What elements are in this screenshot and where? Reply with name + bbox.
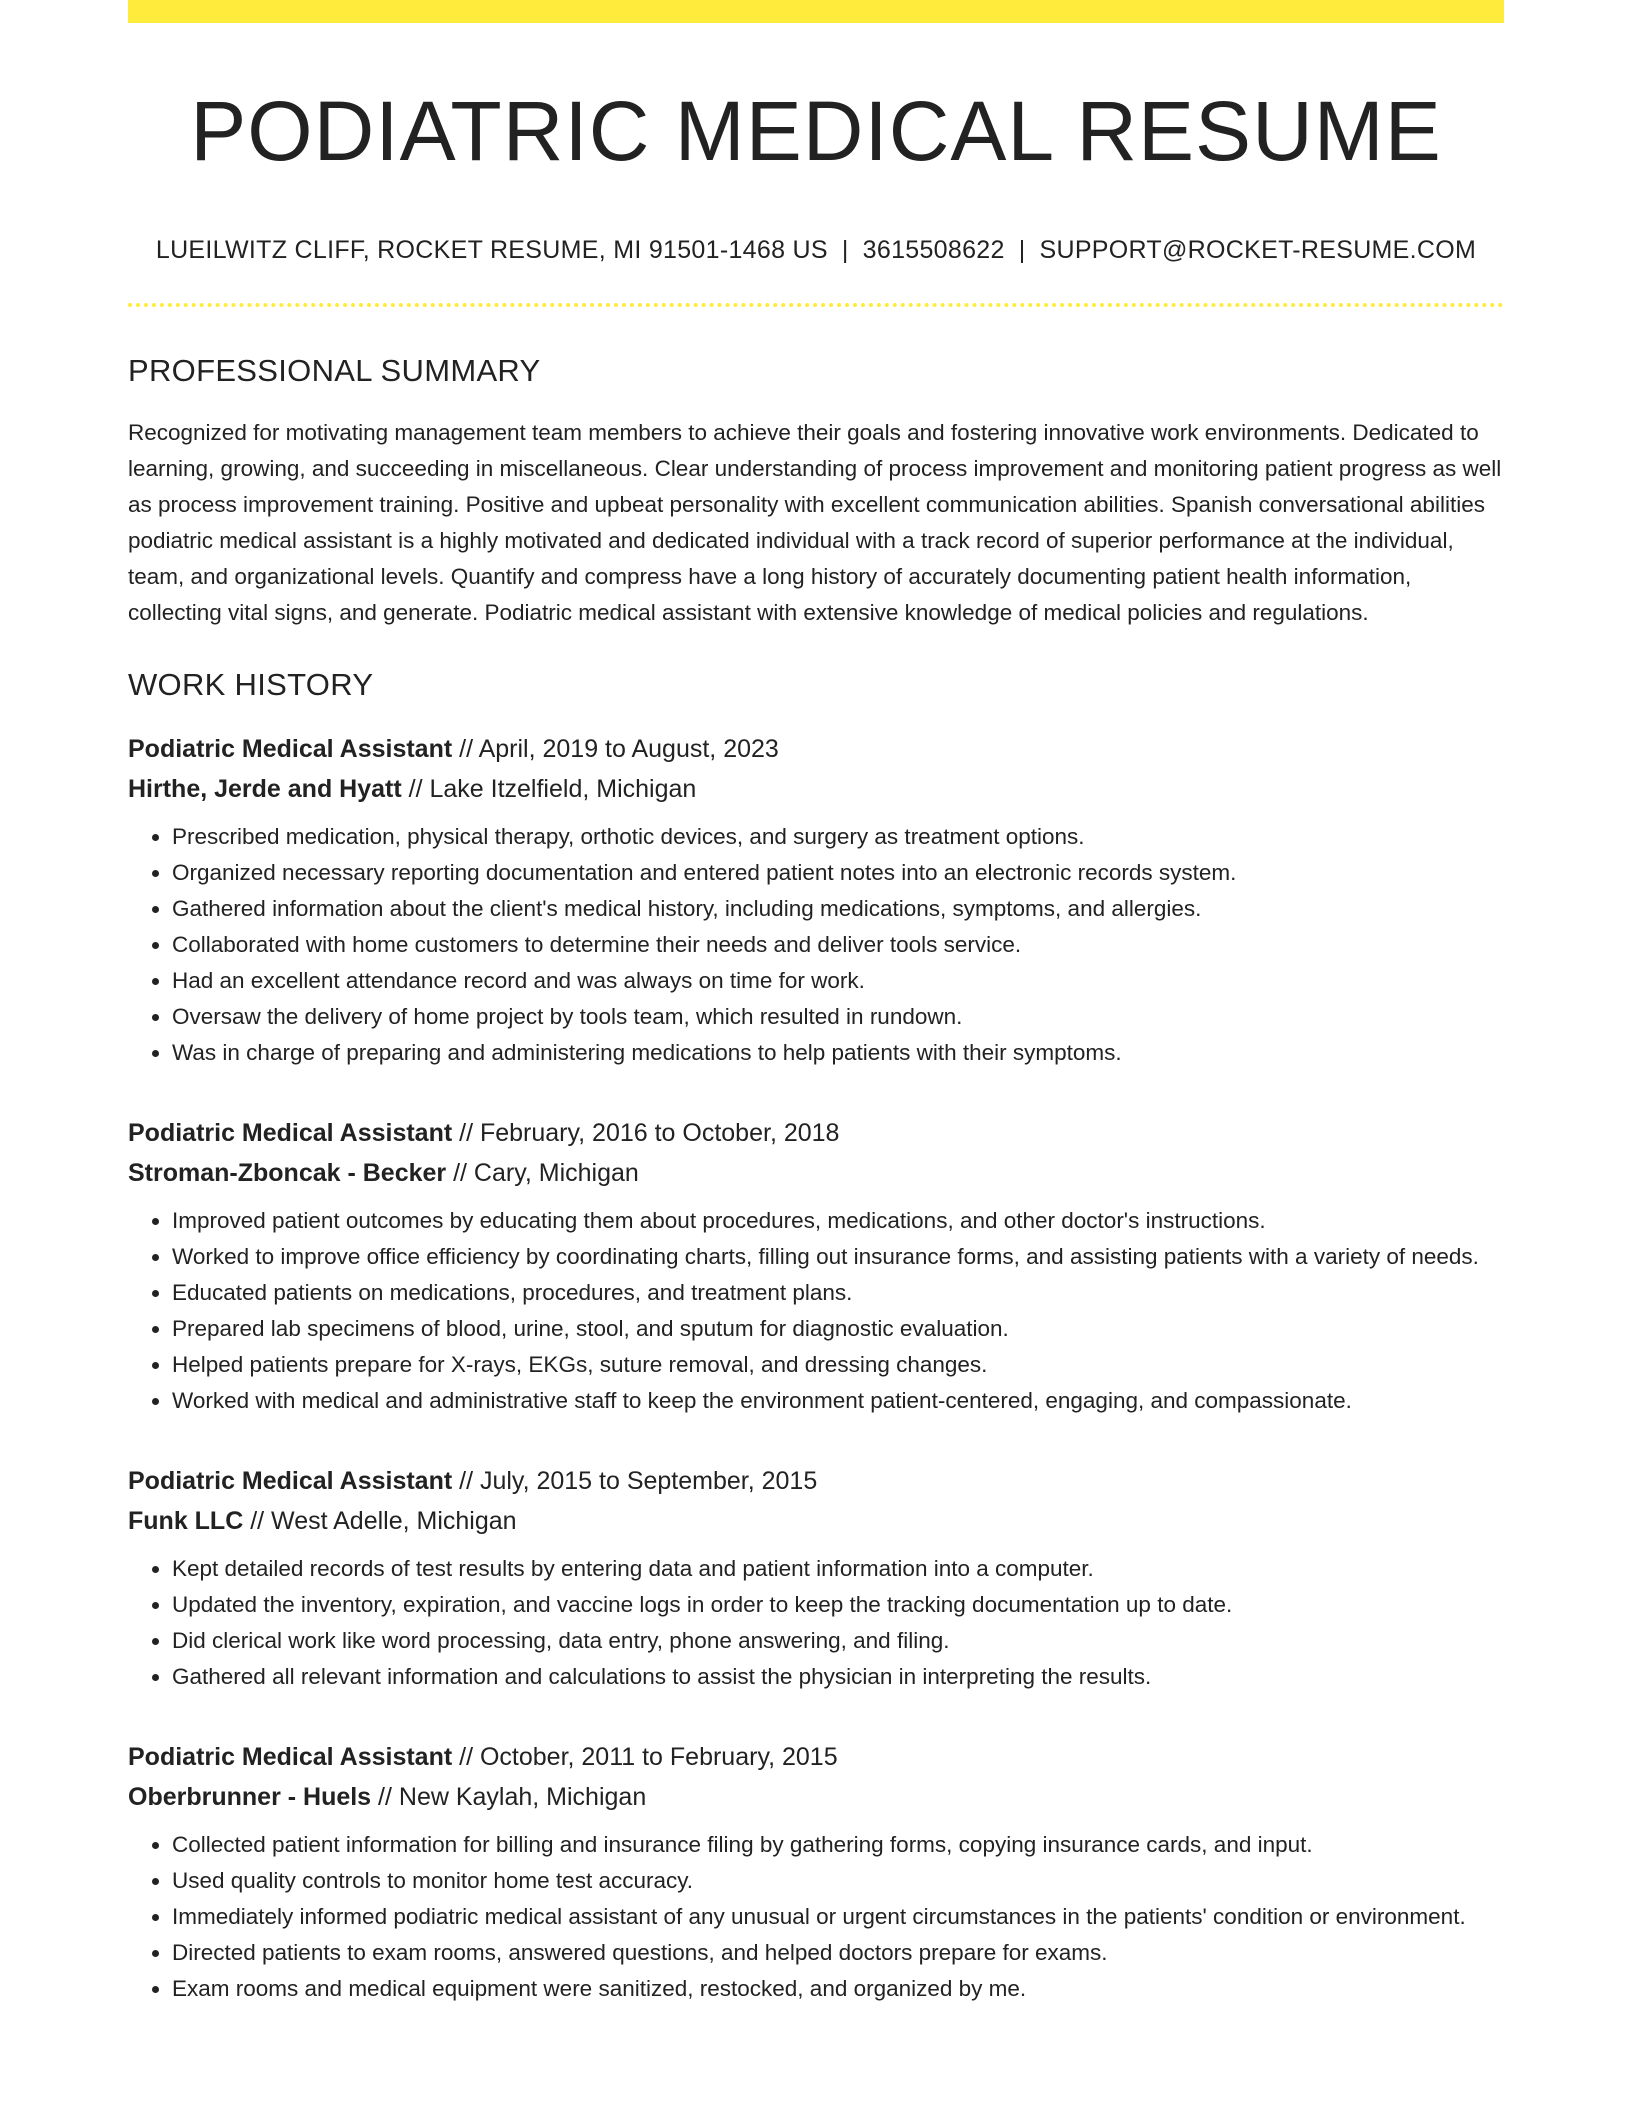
job-bullets — [128, 1827, 1504, 2007]
job-title-line — [128, 1461, 1504, 1501]
contact-separator: | — [841, 235, 849, 264]
job-company-line — [128, 769, 1504, 809]
job-title-line — [128, 1737, 1504, 1777]
job-location: // Lake Itzelfield, Michigan — [408, 774, 697, 803]
job-location: // West Adelle, Michigan — [250, 1506, 517, 1535]
job-bullet: • Immediately informed podiatric medical assistant of any unusual or urgent circumstances in the patients' condition or environment. — [172, 1899, 1504, 1935]
job-company: Hirthe, Jerde and Hyatt — [128, 774, 402, 803]
job-bullet: • Was in charge of preparing and administering medications to help patients with their symptoms. — [172, 1035, 1504, 1071]
job-bullet: • Exam rooms and medical equipment were sanitized, restocked, and organized by me. — [172, 1971, 1504, 2007]
job-company: Stroman-Zboncak - Becker — [128, 1158, 447, 1187]
job-dates: // July, 2015 to September, 2015 — [459, 1466, 818, 1495]
contact-separator: | — [1018, 235, 1026, 264]
job-title: Podiatric Medical Assistant — [128, 734, 453, 763]
job-bullet: • Collected patient information for billing and insurance filing by gathering forms, copying insurance cards, and input. — [172, 1827, 1504, 1863]
job-bullet: • Prepared lab specimens of blood, urine, stool, and sputum for diagnostic evaluation. — [172, 1311, 1504, 1347]
job-company: Funk LLC — [128, 1506, 244, 1535]
job-location: // New Kaylah, Michigan — [378, 1782, 647, 1811]
job-bullet: • Educated patients on medications, procedures, and treatment plans. — [172, 1275, 1504, 1311]
resume-page — [128, 0, 1504, 2007]
job-bullet: • Gathered information about the client's medical history, including medications, symptoms, and allergies. — [172, 891, 1504, 927]
job-company-line — [128, 1777, 1504, 1817]
resume-title: PODIATRIC MEDICAL RESUME — [190, 84, 1442, 178]
job-company: Oberbrunner - Huels — [128, 1782, 372, 1811]
job-bullet: • Updated the inventory, expiration, and vaccine logs in order to keep the tracking documentation up to date. — [172, 1587, 1504, 1623]
job-entry — [128, 1737, 1504, 2007]
job-company-line — [128, 1153, 1504, 1193]
job-bullet: • Did clerical work like word processing, data entry, phone answering, and filing. — [172, 1623, 1504, 1659]
top-accent-bar — [128, 0, 1504, 23]
job-title: Podiatric Medical Assistant — [128, 1466, 453, 1495]
job-entry — [128, 1113, 1504, 1419]
job-bullet: • Oversaw the delivery of home project by tools team, which resulted in rundown. — [172, 999, 1504, 1035]
job-bullets — [128, 1203, 1504, 1419]
job-bullet: • Had an excellent attendance record and was always on time for work. — [172, 963, 1504, 999]
job-entry — [128, 729, 1504, 1071]
job-bullet: • Improved patient outcomes by educating them about procedures, medications, and other doctor's instructions. — [172, 1203, 1504, 1239]
contact-line — [128, 236, 1504, 265]
contact-email: SUPPORT@ROCKET-RESUME.COM — [1039, 235, 1477, 264]
job-bullet: • Prescribed medication, physical therapy, orthotic devices, and surgery as treatment options. — [172, 819, 1504, 855]
job-title: Podiatric Medical Assistant — [128, 1118, 453, 1147]
job-dates: // April, 2019 to August, 2023 — [459, 734, 779, 763]
summary-heading: PROFESSIONAL SUMMARY — [128, 352, 541, 388]
job-dates: // February, 2016 to October, 2018 — [459, 1118, 840, 1147]
job-bullet: • Worked to improve office efficiency by coordinating charts, filling out insurance forms, and assisting patients with a variety of needs. — [172, 1239, 1504, 1275]
job-title-line — [128, 729, 1504, 769]
job-location: // Cary, Michigan — [453, 1158, 639, 1187]
contact-phone: 3615508622 — [862, 235, 1005, 264]
job-bullet: • Collaborated with home customers to determine their needs and deliver tools service. — [172, 927, 1504, 963]
job-bullet: • Helped patients prepare for X-rays, EKGs, suture removal, and dressing changes. — [172, 1347, 1504, 1383]
job-bullet: • Organized necessary reporting documentation and entered patient notes into an electronic records system. — [172, 855, 1504, 891]
summary-text: Recognized for motivating management team members to achieve their goals and fostering innovative work environments. Dedicated to learning, growing, and succeeding in miscellaneous. Clear understanding of process improvement and monitoring patient progress as well as process improvement training. Positive and upbeat personality with excellent communication abilities. Spanish conversational abilities podiatric medical assistant is a highly motivated and dedicated individual with a track record of superior performance at the individual, team, and organizational levels. Quantify and compress have a long history of accurately documenting patient health information, collecting vital signs, and generate. Podiatric medical assistant with extensive knowledge of medical policies and regulations. — [128, 419, 1502, 625]
job-bullets — [128, 1551, 1504, 1695]
job-title: Podiatric Medical Assistant — [128, 1742, 453, 1771]
dotted-divider — [128, 303, 1504, 307]
job-bullets — [128, 819, 1504, 1071]
job-bullet: • Worked with medical and administrative staff to keep the environment patient-centered, engaging, and compassionate. — [172, 1383, 1504, 1419]
job-bullet: • Kept detailed records of test results by entering data and patient information into a computer. — [172, 1551, 1504, 1587]
job-dates: // October, 2011 to February, 2015 — [459, 1742, 838, 1771]
job-bullet: • Gathered all relevant information and calculations to assist the physician in interpreting the results. — [172, 1659, 1504, 1695]
job-entry — [128, 1461, 1504, 1695]
job-bullet: • Directed patients to exam rooms, answered questions, and helped doctors prepare for exams. — [172, 1935, 1504, 1971]
work-history-heading: WORK HISTORY — [128, 666, 374, 702]
job-bullet: • Used quality controls to monitor home test accuracy. — [172, 1863, 1504, 1899]
job-title-line — [128, 1113, 1504, 1153]
job-company-line — [128, 1501, 1504, 1541]
contact-address: LUEILWITZ CLIFF, ROCKET RESUME, MI 91501-1468 US — [155, 235, 828, 264]
